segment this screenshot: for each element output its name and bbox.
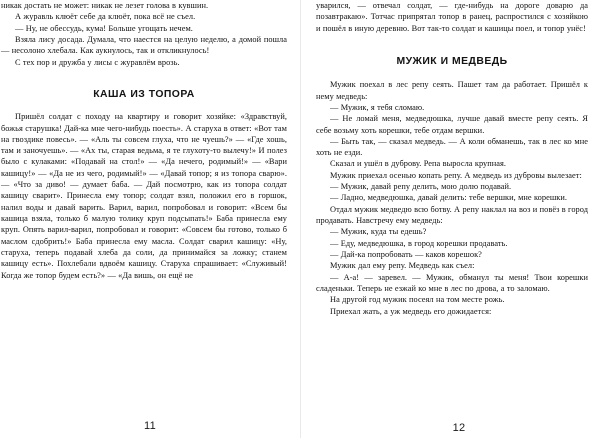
paragraph: Взяла лису досада. Думала, что наестся на целую неделю, а домой пошла — несолоно хлебала. Как аукнулось, так и откликнулось! <box>1 34 287 56</box>
paragraph: Мужик поехал в лес репу сеять. Пашет там да работает. Пришёл к нему медведь: <box>316 80 588 101</box>
title-spacer-below <box>1 100 287 111</box>
paragraph: — Ладно, медведюшка, давай делить: тебе вершки, мне корешки. <box>330 193 568 203</box>
paragraph: С тех пор и дружба у лисы с журавлём врозь. <box>15 57 180 67</box>
paragraph: Пришёл солдат с походу на квартиру и говорит хозяйке: «Здравствуй, божья старушка! Дай-ка мне чего-нибудь поесть». А старуха в ответ: «Вот там на гвоздике повесь». — «Аль ты совсем глуха, что не чуешь?» — «Где хошь, там и заночуешь». — «Ах ты, старая ведьма, я те глухоту-то вылечу!» И полез было с кулаками: «Подавай на стол!» — «Да нечего, родимый!» — «Вари кашицу!» — «Да не из чего, родимый!» — «Давай топор; я из топора сварю». — «Что за диво! — думает баба. — Дай посмотрю, как из топора солдат кашицу сварит». Принесла ему топор; солдат взял, положил его в горшок, налил воды и давай варить. Варил, варил, попробовал и говорит: «Всем бы кашица взяла, только б малую толику круп подсыпать!» Баба принесла ему круп. Опять варил-варил, попробовал и говорит: «Совсем бы готово, только б маслом сдобрить!» Баба принесла ему масла. Солдат сварил кашицу: «Ну, старуха, теперь подавай хлеба да соли, да принимайся за ложку; станем кашицу есть». Похлебали вдвоём кашицу. Старуха спрашивает: «Служивый! Когда же топор будем есть?» — «Да вишь, он ещё не <box>1 112 287 280</box>
paragraph: — Быть так, — сказал медведь. — А коли обманешь, так в лес ко мне хоть не езди. <box>316 136 588 158</box>
title-spacer-below <box>316 67 588 79</box>
paragraph: — Мужик, давай репу делить, мою долю подавай. <box>330 182 512 192</box>
right-page-text-column <box>316 0 588 317</box>
left-page-text-column <box>1 0 287 281</box>
right-page <box>300 0 600 438</box>
title-spacer-above <box>316 34 588 56</box>
story-title-muzhik-i-medved: МУЖИК И МЕДВЕДЬ <box>396 55 508 67</box>
paragraph: — Мужик, я тебя сломаю. <box>330 102 425 112</box>
paragraph: — Не ломай меня, медведюшка, лучше давай вместе репу сеять. Я себе возьму хоть корешки, тебе отдам вершки. <box>316 114 588 135</box>
paragraph: Сказал и ушёл в дуброву. Репа выросла крупная. <box>330 159 507 169</box>
paragraph: никак достать не может: никак не лезет голова в кувшин. <box>1 1 209 10</box>
paragraph: — Мужик, куда ты едешь? <box>330 227 427 237</box>
paragraph: уварился, — отвечал солдат, — где-нибудь на дороге доварю да позавтракаю». Тотчас припрятал топор в ранец, распростился с хозяйкою и пошёл в иную деревню. Вот так-то солдат и кашицы поел, и топор унёс! <box>316 1 588 33</box>
paragraph: На другой год мужик посеял на том месте рожь. <box>330 295 505 305</box>
paragraph: Мужик дал ему репу. Медведь как съел: <box>330 261 475 271</box>
paragraph: Отдал мужик медведю всю ботву. А репу наклал на воз и повёз в город продавать. Навстречу ему медведь: <box>316 204 588 225</box>
page-number-left: 11 <box>143 420 157 432</box>
paragraph: — Дай-ка попробовать — каков корешок? <box>330 249 482 259</box>
title-spacer-above <box>1 68 287 89</box>
paragraph: — Еду, медведюшка, в город корешки продавать. <box>330 238 508 248</box>
story-title-kasha-iz-topora: КАША ИЗ ТОПОРА <box>93 88 195 100</box>
paragraph: — А-а! — заревел. — Мужик, обманул ты меня! Твои корешки сладеньки. Теперь не езжай ко мне в лес по дрова, а то заломаю. <box>316 272 588 293</box>
page-number-right: 12 <box>452 422 466 434</box>
paragraph: — Ну, не обессудь, кума! Больше угощать нечем. <box>15 23 193 33</box>
paragraph: Приехал жать, а уж медведь его дожидается: <box>330 306 492 316</box>
paragraph: А журавль клюёт себе да клюёт, пока всё не съел. <box>15 12 196 22</box>
paragraph: Мужик приехал осенью копать репу. А медведь из дубровы вылезает: <box>330 170 582 180</box>
